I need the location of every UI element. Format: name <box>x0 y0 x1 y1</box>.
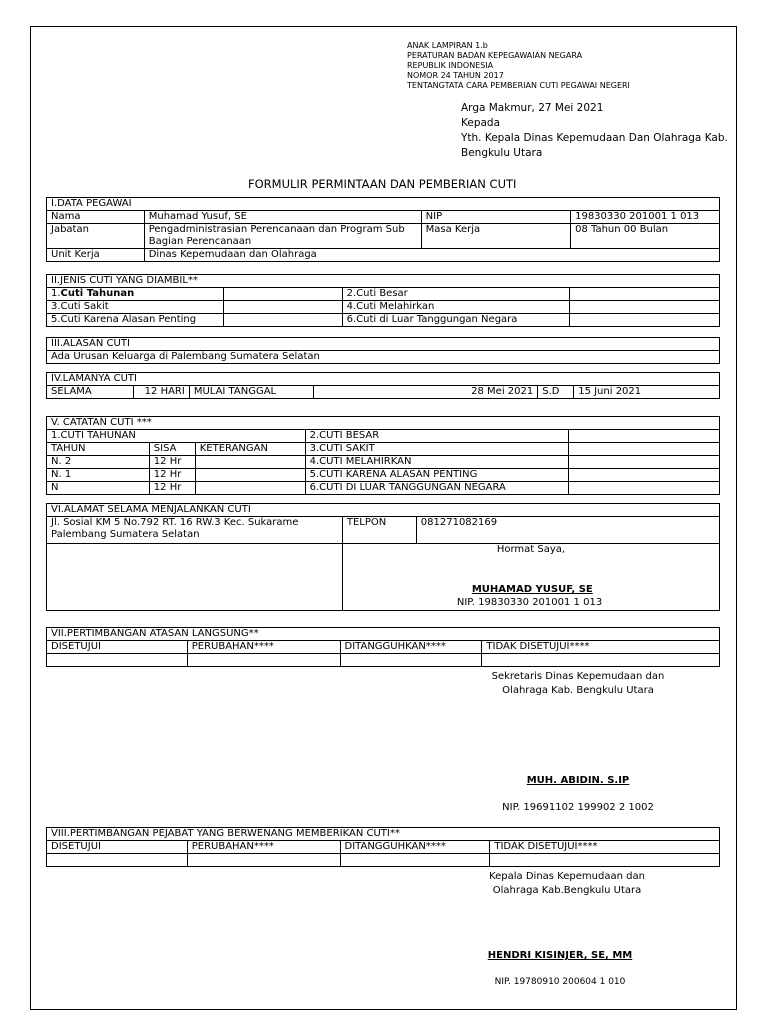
header-line: TENTANGTATA CARA PEMBERIAN CUTI PEGAWAI NEGERI <box>407 81 630 90</box>
nip-value: 19830330 201001 1 013 <box>571 211 720 224</box>
recipient-line: Yth. Kepala Dinas Kepemudaan Dan Olahraga Kab. <box>461 132 728 144</box>
blank-cell <box>47 544 343 611</box>
section-alasan-cuti <box>46 337 720 364</box>
option-label: Cuti Tahunan <box>60 288 135 299</box>
cuti-sakit-row: 3.CUTI SAKIT <box>305 443 569 456</box>
checkbox-cell[interactable] <box>223 314 342 327</box>
decision-cell[interactable] <box>47 854 188 867</box>
title-line: Kepala Dinas Kepemudaan dan <box>489 871 645 882</box>
cuti-tahunan-option <box>47 288 224 301</box>
disetujui-label: DISETUJUI <box>47 641 188 654</box>
jabatan-line: Bagian Perencanaan <box>148 236 252 247</box>
header-line: REPUBLIK INDONESIA <box>407 61 494 70</box>
section-pertimbangan-pejabat <box>46 827 720 867</box>
note-cell <box>569 443 720 456</box>
title-line: Olahraga Kab. Bengkulu Utara <box>502 685 654 696</box>
jabatan-value <box>144 224 421 249</box>
applicant-nip: NIP. 19830330 201001 1 013 <box>456 597 603 608</box>
checkbox-cell[interactable] <box>223 288 342 301</box>
section-heading: II.JENIS CUTI YANG DIAMBIL** <box>47 275 720 288</box>
atasan-nip: NIP. 19691102 199902 2 1002 <box>502 802 654 813</box>
section-heading: IV.LAMANYA CUTI <box>47 373 720 386</box>
decision-cell[interactable] <box>187 854 340 867</box>
tidak-disetujui-label: TIDAK DISETUJUI**** <box>490 841 720 854</box>
mulai-label: MULAI TANGGAL <box>189 386 313 399</box>
sisa-cell: 12 Hr <box>149 469 195 482</box>
sisa-cell: 12 Hr <box>149 482 195 495</box>
decision-cell[interactable] <box>482 654 720 667</box>
section-heading: I.DATA PEGAWAI <box>47 198 720 211</box>
section-heading: VIII.PERTIMBANGAN PEJABAT YANG BERWENANG MEMBERIKAN CUTI** <box>47 828 720 841</box>
year-cell: N. 2 <box>47 456 150 469</box>
decision-cell[interactable] <box>47 654 188 667</box>
pejabat-signature-title <box>467 870 667 898</box>
keterangan-header: KETERANGAN <box>195 443 305 456</box>
nama-value: Muhamad Yusuf, SE <box>144 211 421 224</box>
sisa-header: SISA <box>149 443 195 456</box>
start-date: 28 Mei 2021 <box>313 386 538 399</box>
cuti-melahirkan-option: 4.Cuti Melahirkan <box>342 301 570 314</box>
decision-cell[interactable] <box>340 854 490 867</box>
perubahan-label: PERUBAHAN**** <box>187 841 340 854</box>
tahun-header: TAHUN <box>47 443 150 456</box>
selama-label: SELAMA <box>47 386 134 399</box>
decision-cell[interactable] <box>340 654 482 667</box>
hormat-saya: Hormat Saya, <box>496 544 566 555</box>
cuti-luar-tanggungan-option: 6.Cuti di Luar Tanggungan Negara <box>342 314 570 327</box>
tidak-disetujui-label: TIDAK DISETUJUI**** <box>482 641 720 654</box>
section-alamat-cuti <box>46 503 720 611</box>
option-number: 1. <box>51 288 61 299</box>
year-cell: N. 1 <box>47 469 150 482</box>
atasan-name: MUH. ABIDIN. S.IP <box>526 775 630 786</box>
unit-kerja-label: Unit Kerja <box>47 249 145 262</box>
sisa-cell: 12 Hr <box>149 456 195 469</box>
recipient-line: Bengkulu Utara <box>461 147 543 159</box>
to-label: Kepada <box>461 117 501 129</box>
section-catatan-cuti <box>46 416 720 495</box>
address-line: Palembang Sumatera Selatan <box>51 529 200 540</box>
address-line: Jl. Sosial KM 5 No.792 RT. 16 RW.3 Kec. Sukarame <box>51 517 299 528</box>
header-line: PERATURAN BADAN KEPEGAWAIAN NEGARA <box>407 51 583 60</box>
section-pertimbangan-atasan <box>46 627 720 667</box>
telpon-label: TELPON <box>342 517 416 544</box>
note-cell <box>569 430 720 443</box>
note-cell <box>569 482 720 495</box>
cuti-melahirkan-row: 4.CUTI MELAHIRKAN <box>305 456 569 469</box>
applicant-name: MUHAMAD YUSUF, SE <box>471 584 593 595</box>
year-cell: N <box>47 482 150 495</box>
disetujui-label: DISETUJUI <box>47 841 188 854</box>
note-cell <box>569 456 720 469</box>
jabatan-line: Pengadministrasian Perencanaan dan Program Sub <box>148 224 405 235</box>
atasan-signature-title <box>478 670 678 698</box>
cuti-besar-row: 2.CUTI BESAR <box>305 430 569 443</box>
checkbox-cell[interactable] <box>223 301 342 314</box>
keterangan-cell <box>195 482 305 495</box>
alasan-value: Ada Urusan Keluarga di Palembang Sumatera Selatan <box>47 351 720 364</box>
jabatan-label: Jabatan <box>47 224 145 249</box>
end-date: 15 Juni 2021 <box>574 386 720 399</box>
nip-label: NIP <box>421 211 570 224</box>
section-heading: VI.ALAMAT SELAMA MENJALANKAN CUTI <box>47 504 720 517</box>
perubahan-label: PERUBAHAN**** <box>187 641 340 654</box>
pejabat-nip: NIP. 19780910 200604 1 010 <box>494 977 626 987</box>
section-lamanya-cuti <box>46 372 720 399</box>
masa-kerja-value: 08 Tahun 00 Bulan <box>571 224 720 249</box>
sd-label: S.D <box>538 386 574 399</box>
days-value: 12 HARI <box>133 386 189 399</box>
section-heading: VII.PERTIMBANGAN ATASAN LANGSUNG** <box>47 628 720 641</box>
checkbox-cell[interactable] <box>570 301 720 314</box>
regulation-reference <box>407 41 630 91</box>
section-jenis-cuti <box>46 274 720 327</box>
section-heading: V. CATATAN CUTI *** <box>47 417 720 430</box>
decision-cell[interactable] <box>187 654 340 667</box>
title-line: Olahraga Kab.Bengkulu Utara <box>492 885 642 896</box>
decision-cell[interactable] <box>490 854 720 867</box>
cuti-alasan-penting-option: 5.Cuti Karena Alasan Penting <box>47 314 224 327</box>
masa-kerja-label: Masa Kerja <box>421 224 570 249</box>
header-line: ANAK LAMPIRAN 1.b <box>407 41 488 50</box>
cuti-luar-tanggungan-row: 6.CUTI DI LUAR TANGGUNGAN NEGARA <box>305 482 569 495</box>
section-heading: III.ALASAN CUTI <box>47 338 720 351</box>
place-date: Arga Makmur, 27 Mei 2021 <box>461 102 604 114</box>
telpon-value: 081271082169 <box>416 517 719 544</box>
ditangguhkan-label: DITANGGUHKAN**** <box>340 841 490 854</box>
form-title: FORMULIR PERMINTAAN DAN PEMBERIAN CUTI <box>248 177 517 191</box>
checkbox-cell[interactable] <box>570 288 720 301</box>
address-block <box>461 101 728 161</box>
section-data-pegawai <box>46 197 720 262</box>
ditangguhkan-label: DITANGGUHKAN**** <box>340 641 482 654</box>
checkbox-cell[interactable] <box>570 314 720 327</box>
cuti-besar-option: 2.Cuti Besar <box>342 288 570 301</box>
title-line: Sekretaris Dinas Kepemudaan dan <box>491 671 665 682</box>
nama-label: Nama <box>47 211 145 224</box>
keterangan-cell <box>195 456 305 469</box>
note-cell <box>569 469 720 482</box>
header-line: NOMOR 24 TAHUN 2017 <box>407 71 504 80</box>
address-value <box>47 517 343 544</box>
unit-kerja-value: Dinas Kepemudaan dan Olahraga <box>144 249 719 262</box>
keterangan-cell <box>195 469 305 482</box>
applicant-signature-cell <box>342 544 719 611</box>
cuti-sakit-option: 3.Cuti Sakit <box>47 301 224 314</box>
cuti-tahunan-row: 1.CUTI TAHUNAN <box>47 430 306 443</box>
cuti-alasan-penting-row: 5.CUTI KARENA ALASAN PENTING <box>305 469 569 482</box>
pejabat-name: HENDRI KISINJER, SE, MM <box>487 950 633 961</box>
